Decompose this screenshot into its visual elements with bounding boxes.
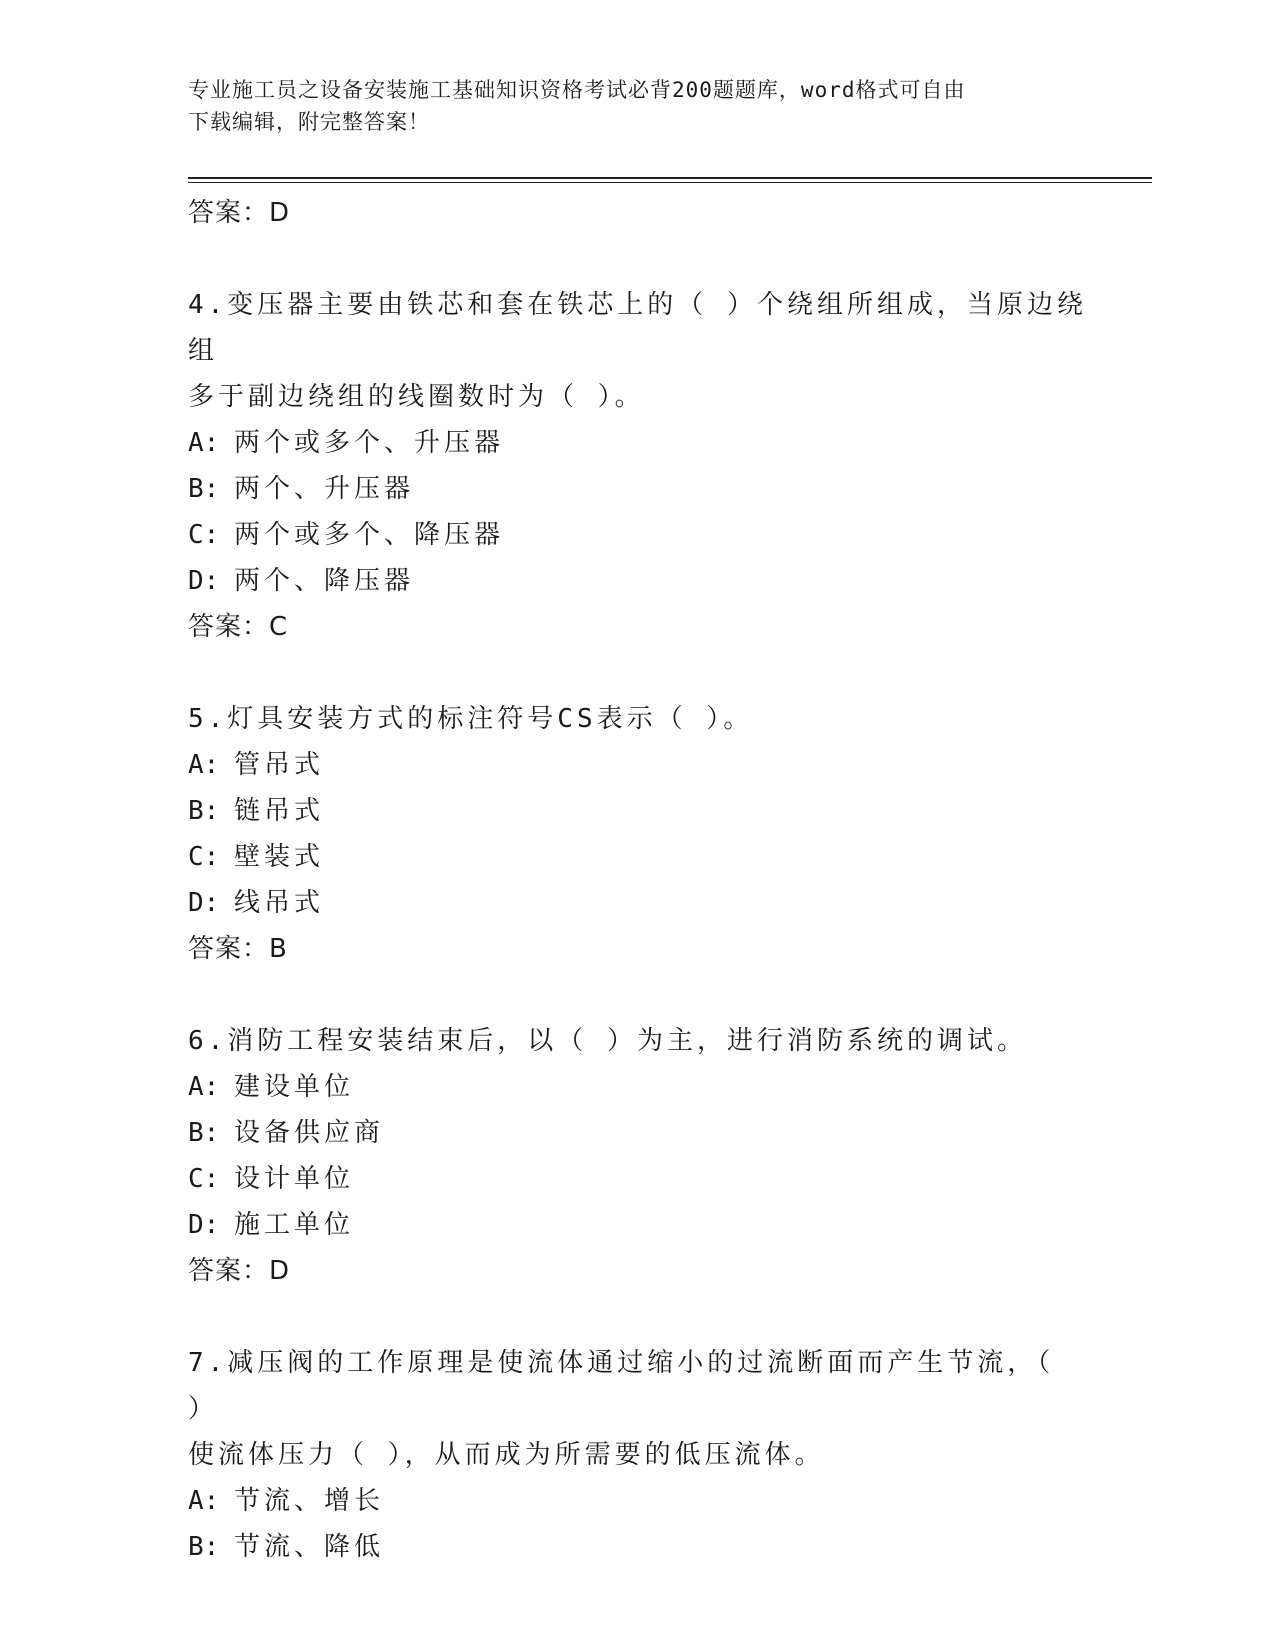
option-key: B:	[188, 796, 220, 826]
option-c	[188, 834, 1088, 880]
option-b	[188, 1524, 1088, 1570]
question-block	[188, 1018, 1088, 1294]
option-a	[188, 1478, 1088, 1524]
option-text: 链吊式	[234, 796, 325, 826]
option-key: A:	[188, 750, 220, 780]
option-text: 线吊式	[234, 888, 325, 918]
option-text: 两个或多个、升压器	[234, 428, 505, 458]
option-d	[188, 558, 1088, 604]
option-text: 壁装式	[234, 842, 325, 872]
question-text-line: 7.减压阀的工作原理是使流体通过缩小的过流断面而产生节流，（ ）	[188, 1348, 1055, 1424]
answer-line: 答案：B	[188, 934, 288, 964]
option-key: D:	[188, 1210, 220, 1240]
header-line-1: 专业施工员之设备安装施工基础知识资格考试必背200题题库，word格式可自由	[188, 78, 966, 102]
answer-line: 答案：D	[188, 1256, 291, 1286]
question-text-line: 4.变压器主要由铁芯和套在铁芯上的（ ）个绕组所组成，当原边绕组	[188, 290, 1087, 366]
option-d	[188, 880, 1088, 926]
option-b	[188, 466, 1088, 512]
question-text-line: 多于副边绕组的线圈数时为（ ）。	[188, 382, 645, 412]
option-b	[188, 1110, 1088, 1156]
question-block	[188, 1340, 1088, 1570]
question-block	[188, 282, 1088, 650]
option-key: C:	[188, 520, 220, 550]
option-key: C:	[188, 1164, 220, 1194]
answer-line: 答案：C	[188, 612, 289, 642]
option-b	[188, 788, 1088, 834]
option-a	[188, 420, 1088, 466]
question-block	[188, 696, 1088, 972]
option-text: 节流、增长	[234, 1486, 385, 1516]
option-key: A:	[188, 1486, 220, 1516]
option-key: D:	[188, 566, 220, 596]
option-d	[188, 1202, 1088, 1248]
question-list	[188, 190, 1088, 1570]
option-c	[188, 1156, 1088, 1202]
option-text: 两个、升压器	[234, 474, 415, 504]
spacer	[188, 650, 1088, 696]
option-text: 设备供应商	[234, 1118, 385, 1148]
option-key: D:	[188, 888, 220, 918]
previous-answer: 答案：D	[188, 198, 291, 228]
question-text-line: 5.灯具安装方式的标注符号CS表示（ ）。	[188, 704, 754, 734]
option-text: 管吊式	[234, 750, 325, 780]
option-text: 施工单位	[234, 1210, 355, 1240]
question-text-line: 使流体压力（ ），从而成为所需要的低压流体。	[188, 1440, 825, 1470]
option-c	[188, 512, 1088, 558]
option-text: 两个、降压器	[234, 566, 415, 596]
option-key: A:	[188, 428, 220, 458]
header-divider-thin	[188, 182, 1152, 183]
option-a	[188, 742, 1088, 788]
spacer	[188, 236, 1088, 282]
option-key: B:	[188, 474, 220, 504]
option-text: 建设单位	[234, 1072, 355, 1102]
option-key: C:	[188, 842, 220, 872]
spacer	[188, 972, 1088, 1018]
option-text: 设计单位	[234, 1164, 355, 1194]
header-line-2: 下载编辑，附完整答案！	[188, 110, 430, 134]
option-text: 节流、降低	[234, 1532, 385, 1562]
document-header	[188, 74, 1088, 138]
header-divider	[188, 177, 1152, 179]
option-text: 两个或多个、降压器	[234, 520, 505, 550]
question-text-line: 6.消防工程安装结束后，以（ ）为主，进行消防系统的调试。	[188, 1026, 1027, 1056]
option-key: B:	[188, 1118, 220, 1148]
option-a	[188, 1064, 1088, 1110]
spacer	[188, 1294, 1088, 1340]
option-key: A:	[188, 1072, 220, 1102]
option-key: B:	[188, 1532, 220, 1562]
